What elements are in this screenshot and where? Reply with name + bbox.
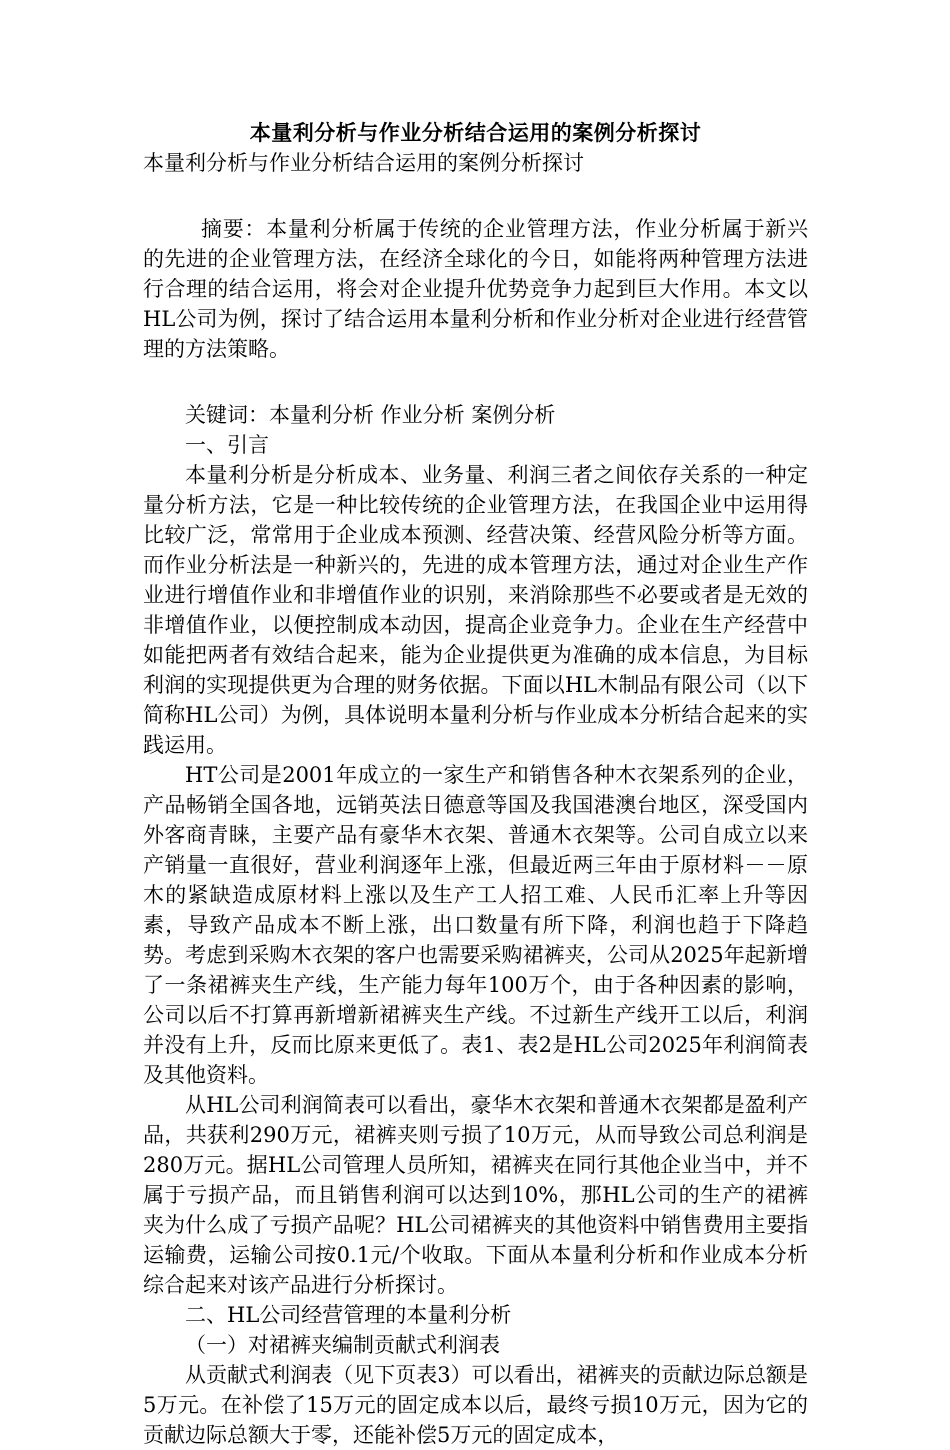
document-subtitle: 本量利分析与作业分析结合运用的案例分析探讨 [143,151,584,175]
section-heading-intro: 一、引言 [185,433,269,457]
document-title: 本量利分析与作业分析结合运用的案例分析探讨 [249,120,702,145]
spacer [143,364,808,400]
document-page [143,118,808,1450]
section-heading-analysis: 二、HL公司经营管理的本量利分析 [185,1303,512,1327]
body-paragraph: HT公司是2001年成立的一家生产和销售各种木衣架系列的企业，产品畅销全国各地，远销英法日德意等国及我国港澳台地区，深受国内外客商青睐，主要产品有豪华木衣架、普通木衣架等。公司自成立以来产销量一直很好，营业利润逐年上涨，但最近两三年由于原材料－－原木的紧缺造成原材料上涨以及生产工人招工难、人民币汇率上升等因素，导致产品成本不断上涨，出口数量有所下降，利润也趋于下降趋势。考虑到采购木衣架的客户也需要采购裙裤夹，公司从2025年起新增了一条裙裤夹生产线，生产能力每年100万个，由于各种因素的影响，公司以后不打算再新增新裙裤夹生产线。不过新生产线开工以后，利润并没有上升，反而比原来更低了。表1、表2是HL公司2025年利润简表及其他资料。 [143,763,808,1087]
abstract-paragraph: 摘要：本量利分析属于传统的企业管理方法，作业分析属于新兴的先进的企业管理方法，在经济全球化的今日，如能将两种管理方法进行合理的结合运用，将会对企业提升优势竞争力起到巨大作用。本文以HL公司为例，探讨了结合运用本量利分析和作业分析对企业进行经营管理的方法策略。 [143,217,808,361]
body-paragraph: 本量利分析是分析成本、业务量、利润三者之间依存关系的一种定量分析方法，它是一种比较传统的企业管理方法，在我国企业中运用得比较广泛，常常用于企业成本预测、经营决策、经营风险分析等方面。而作业分析法是一种新兴的，先进的成本管理方法，通过对企业生产作业进行增值作业和非增值作业的识别，来消除那些不必要或者是无效的非增值作业，以便控制成本动因，提高企业竞争力。企业在生产经营中如能把两者有效结合起来，能为企业提供更为准确的成本信息，为目标利润的实现提供更为合理的财务依据。下面以HL木制品有限公司（以下简称HL公司）为例，具体说明本量利分析与作业成本分析结合起来的实践运用。 [143,463,808,757]
spacer [143,178,808,214]
keywords-line: 关键词：本量利分析 作业分析 案例分析 [185,403,556,427]
body-paragraph: 从HL公司利润简表可以看出，豪华木衣架和普通木衣架都是盈利产品，共获利290万元，裙裤夹则亏损了10万元，从而导致公司总利润是280万元。据HL公司管理人员所知，裙裤夹在同行其他企业当中，并不属于亏损产品，而且销售利润可以达到10%，那HL公司的生产的裙裤夹为什么成了亏损产品呢？HL公司裙裤夹的其他资料中销售费用主要指运输费，运输公司按0.1元/个收取。下面从本量利分析和作业成本分析综合起来对该产品进行分析探讨。 [143,1093,808,1297]
subsection-heading: （一）对裙裤夹编制贡献式利润表 [185,1333,500,1357]
body-paragraph: 从贡献式利润表（见下页表3）可以看出，裙裤夹的贡献边际总额是5万元。在补偿了15万元的固定成本以后，最终亏损10万元，因为它的贡献边际总额大于零，还能补偿5万元的固定成本， [143,1363,808,1447]
